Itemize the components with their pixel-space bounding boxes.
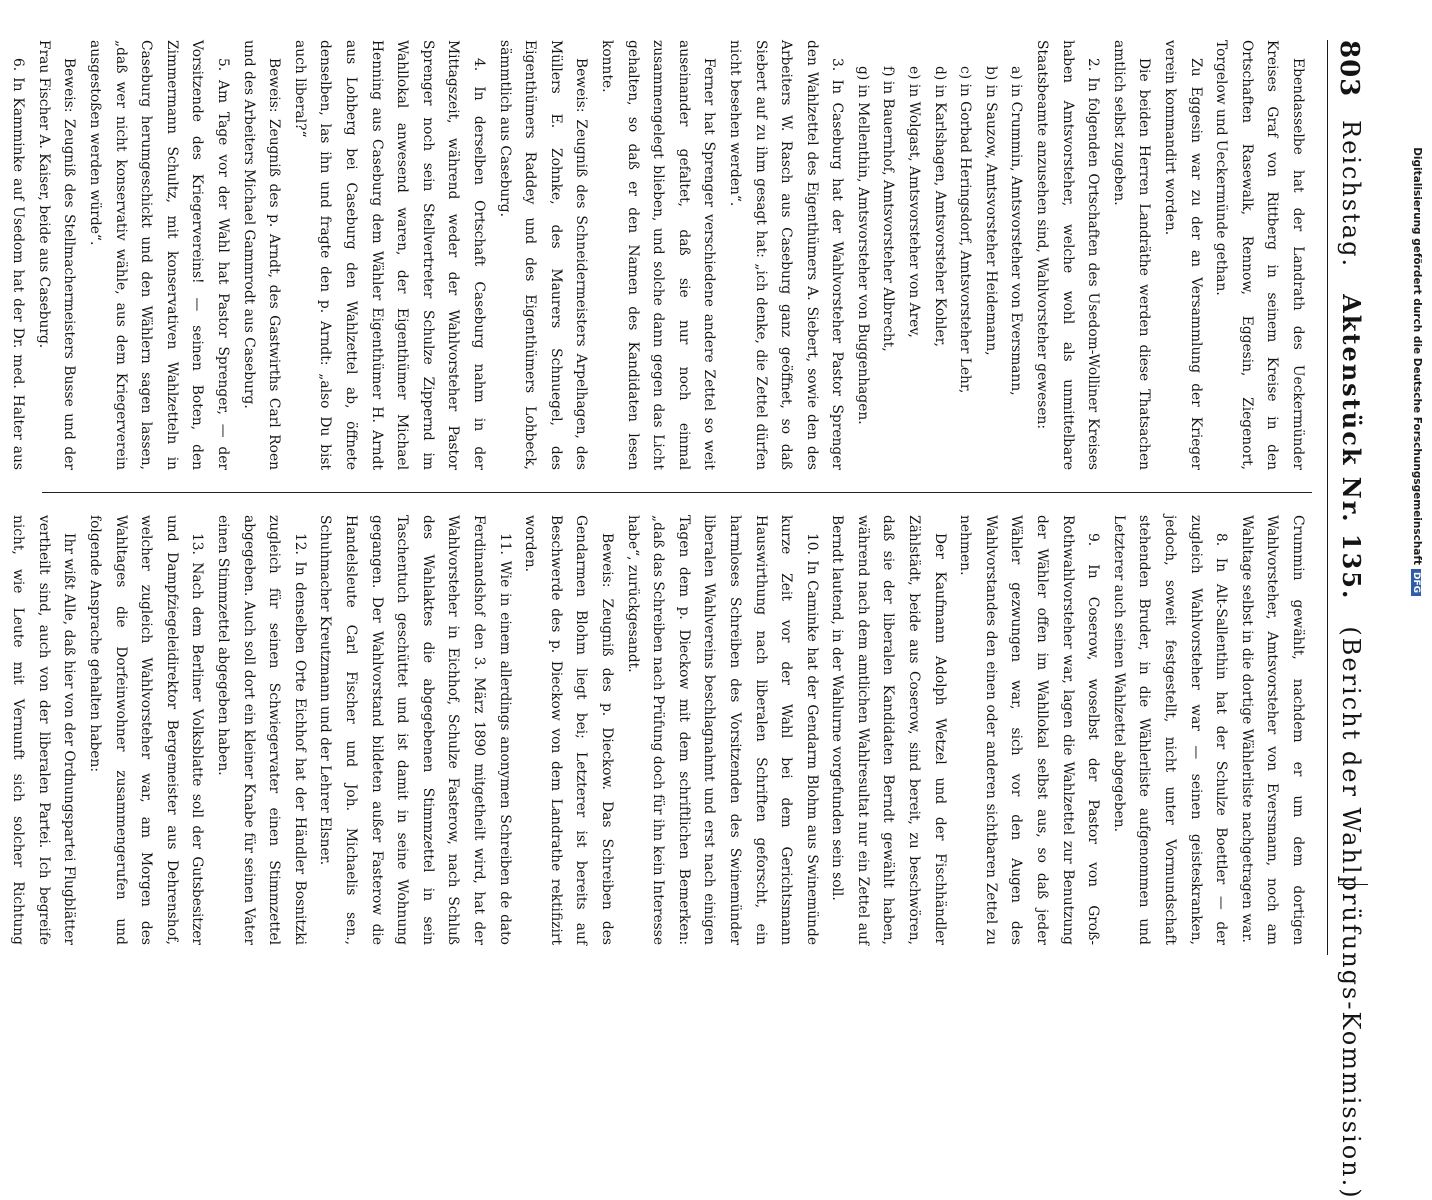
paragraph: Die beiden Herren Landräthe werden diese Thatsachen amtlich selbst zugeben.: [1110, 40, 1153, 470]
running-head-left: Reichstag.: [1337, 120, 1365, 269]
running-head-rule: [1338, 884, 1368, 955]
digitization-note: [1405, 6, 1423, 596]
list-item: a) in Crummin, Amtsvorsteher von Eversmann,: [1008, 66, 1025, 396]
paragraph: 11. Wie in einem allerdings anonymen Schreiben de dato Ferdinandshof den 3. März 1890 mitgetheilt wird, hat der Wahlvorsteher in Eichhof, Schulze Fasterow, nach Schluß des Wahlaktes die abgegebenen Stimmzettel in sein Taschentuch geschüttet und ist damit in seine Wohnung gegangen. Der Wahlvorstand bildeten außer Fasterow die Handelsleute Carl Fischer und Joh. Michaelis sen., Schuhmacher Kreutzmann und der Lehrer Elsner.: [317, 515, 513, 945]
list-item: c) in Gorbad Heringsdorf, Amtsvorsteher Lehr,: [957, 66, 974, 394]
right-column: [0, 515, 1310, 945]
list-item: b) in Sauzow, Amtsvorsteher Heidemann,: [982, 66, 999, 356]
evidence-paragraph: Beweis: Zeugniß des p. Arndt, des Gastwirths Carl Roen und des Arbeiters Michael Gammrodt aus Caseburg.: [240, 40, 283, 470]
list-item: f) in Bauernhof, Amtsvorsteher Albrecht,: [880, 66, 897, 352]
paragraph: 2. In folgenden Ortschaften des Usedom-Wolliner Kreises haben Amtsvorsteher, welche wohl als unmittelbare Staatsbeamte anzusehen sind, Wahlvorsteher gewesen:: [1034, 40, 1102, 470]
paragraph: 10. In Caminke hat der Gendarm Blohm aus Swinemünde kurze Zeit vor der Wahl bei dem Gerichtsmann Hauswirthung nach liberalen Schriften geforscht, ein harmloses Schreiben des Vorsitzenden des Swinemünder liberalen Wahlvereins beschlagnahmt und erst nach einigen Tagen dem p. Dieckow mit dem schriftlichen Bemerken: „daß das Schreiben nach Prüfung doch für ihn kein Interesse habe“, zurückgesandt.: [624, 515, 820, 945]
paragraph: 8. In Alt-Sallenthin hat der Schulze Boettler — der zugleich Wahlvorsteher war — seinen geisteskranken, jedoch, soweit festgestellt, nicht unter Vormundschaft stehenden Bruder, in die Wählerliste aufgenommen und Letzterer auch seinen Wahlzettel abgegeben.: [1110, 515, 1230, 945]
running-head: [1327, 40, 1368, 1200]
running-head-title: [1337, 120, 1366, 1200]
list-item: e) in Wolgast, Amtsvorsteher von Arev,: [906, 66, 923, 338]
official-list: [849, 40, 1028, 470]
paragraph: Der Kaufmann Adolph Wetzel und der Fischhändler Zählstädt, beide aus Coserow, sind bereit, zu beschwören, daß sie der liberalen Kandidaten Berndt gewählt haben, während nach dem amtlichen Wahlresultat nur ein Zettel auf Berndt lautend, in der Wahlurne vorgefunden sein soll.: [829, 515, 948, 945]
evidence-paragraph: Beweis: Zeugniß des p. Dieckow. Das Schreiben des Gendarmen Blohm liegt bei; Letzterer ist bereits auf Beschwerde des p. Dieckow von dem Landrathe rektifizirt worden.: [522, 515, 615, 945]
paragraph: Zu Eggesin war zu der an Versammlung der Krieger verein kommandirt worden.: [1162, 40, 1204, 470]
running-head-right: (Bericht der Wahlprüfungs-Kommission.): [1337, 626, 1365, 1200]
left-column: [0, 40, 1310, 470]
paragraph: 5. Am Tage vor der Wahl hat Pastor Sprenger, — der Vorsitzende des Kriegervereins! — seinen Boten, den Zimmermann Schultz, mit konservativen Wahlzetteln in Caseburg herumgeschickt und den Wählern sagen lassen, „daß wer nicht konservativ wähle, aus dem Kriegerverein ausgestoßen werden würde“.: [87, 40, 232, 470]
list-item: g) in Mellenthin, Amtsvorsteher von Buggenhagen.: [854, 66, 871, 425]
column-divider: [42, 492, 1312, 493]
paragraph: Ferner hat Sprenger verschiedene andere Zettel so weit auseinander gefaltet, daß sie nur noch einmal zusammengelegt blieben, und solche dann gegen das Licht gehalten, so daß er den Namen des Kandidaten lesen konnte.: [598, 40, 718, 470]
evidence-paragraph: Beweis: Zeugniß des Stellmachermeisters Busse und der Frau Fischer A. Kaiser, beide aus Caseburg.: [35, 40, 78, 470]
paragraph: 4. In derselben Ortschaft Caseburg nahm in der Mittagszeit, während weder der Wahlvorsteher Pastor Sprenger noch sein Stellvertreter Schulze Zippernd im Wahllokal anwesend waren, der Eigenthümer Michael Henning aus Caseburg dem Wähler Eigenthümer H. Arndt aus Lohberg bei Caseburg den Wahlzettel ab, öffnete denselben, las ihn und fragte den p. Arndt: „also Du bist auch liberal?“: [291, 40, 487, 470]
evidence-paragraph: Beweis: Zeugniß des Schneidermeisters Arpelhagen, des Müllers E. Zohnke, des Maurers Schnuegel, des Eigenthümers Raddey und des Eigenthümers Lohbeck, sämmtlich aus Caseburg.: [496, 40, 590, 470]
paragraph: 3. In Caseburg hat der Wahlvorsteher Pastor Sprenger den Wahlzettel des Eigenthümers A. Siebert, sowie den des Arbeiters W. Rasch aus Caseburg ganz geöffnet, so daß Siebert auf zu ihm gesagt hat: „ich denke, die Zettel dürfen nicht besehen werden“.: [726, 40, 846, 470]
digitization-text: Digitalisierung gefördert durch die Deutsche Forschungsgemeinschaft: [1411, 147, 1423, 565]
paragraph: 12. In denselben Orte Eichhof hat der Händler Bosnitzki zugleich für seinen Schwiegervater einen Stimmzettel abgegeben. Auch soll dort ein kleiner Knabe für seinen Vater einen Stimmzettel abgegeben haben.: [215, 515, 308, 945]
quoted-speech: Ihr wißt Alle, daß hier von der Ordnungspartei Flugblätter vertheilt sind, auch von der liberalen Partei. Ich begreife nicht, wie Leute mit Vernunft sich solcher Richtung: [10, 515, 78, 945]
list-item: d) in Karlshagen, Amtsvorsteher Kohler,: [931, 66, 948, 348]
paragraph: 13. Nach dem Berliner Volksblatte soll der Gutsbesitzer und Dampfziegeleidirektor Bergemeister aus Dehrenshof, welcher zugleich Wahlvorsteher war, am Morgen des Wahltages die Dorfeinwohner zusammengerufen und folgende Ansprache gehalten haben:: [87, 515, 206, 945]
paragraph: Ebendasselbe hat der Landrath des Ueckermünder Kreises Graf von Rittberg in seinem Kreise in den Ortschaften Rasewalk, Rennow, Eggesin, Ziegenort, Torgelow und Ueckermünde gethan.: [1213, 40, 1306, 470]
paragraph: 6. In Kamminke auf Usedom hat der Dr. med. Halter aus: [10, 58, 27, 470]
page-number: 803: [1334, 40, 1364, 98]
dfg-logo: DFG: [1411, 569, 1421, 596]
paragraph: 9. In Coserow, woselbst der Pastor von Groß-Rothwahlvorsteher war, lagen die Wahlzettel zur Benutzung der Wähler offen im Wahllokal selbst aus, so daß jeder Wähler gezwungen war, sich vor den Augen des Wahlvorstandes den einen oder anderen sichtbaren Zettel zu nehmen.: [957, 515, 1102, 945]
running-head-document-number: Aktenstück Nr. 135.: [1337, 294, 1366, 601]
digitization-sidebar: [1405, 6, 1425, 596]
paragraph: Crummin gewählt, nachdem er um dem dortigen Wahlvorsteher, Amtsvorsteher von Eversmann, noch am Wahltage selbst in die dortige Wählerliste nachgetragen war.: [1238, 515, 1306, 945]
